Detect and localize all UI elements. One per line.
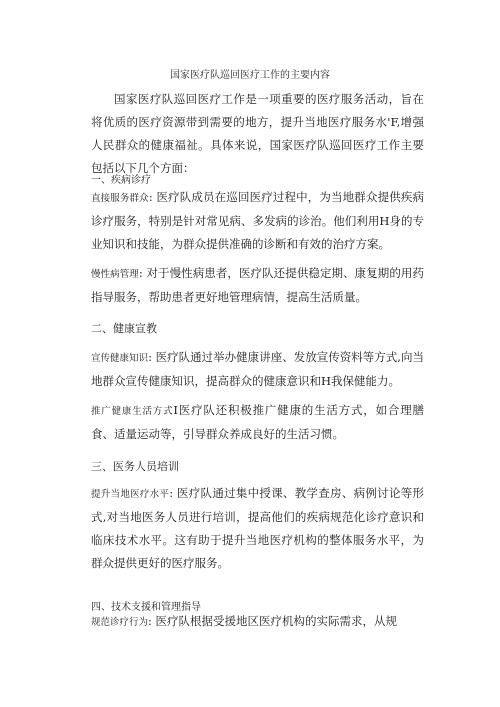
item-lead: 直接服务群众 bbox=[91, 193, 149, 204]
document-title: 国家医疗队巡回医疗工作的主要内容 bbox=[170, 70, 330, 81]
item-lead: 推广健康生活方式 bbox=[91, 406, 174, 417]
intro-paragraph: 国家医疗队巡回医疗工作是一项重要的医疗服务活动，旨在将优质的医疗资源带到需要的地方，提升当地医疗服务水'F,增强人民群众的健康福祉。具体来说，国家医疗队巡回医疗工作主要包括以下几个方面： bbox=[91, 92, 424, 175]
section-4-item-1 bbox=[91, 610, 424, 634]
item-lead: 宣传健康知识 bbox=[91, 353, 149, 364]
item-text: : 医疗队通过集中授课、教学查房、病例讨论等形式,对当地医务人员进行培训，提高他们的疾病规范化诊疗意识和临床技术水平。这有助于提升当地医疗机构的整体服务水平，为群众提供更好的医疗服务。 bbox=[91, 486, 424, 570]
section-heading-1: 一、疾病诊疗 bbox=[91, 175, 151, 186]
item-text: : 医疗队根据受援地区医疗机构的实际需求，从规 bbox=[148, 614, 398, 628]
item-lead: 提升当地医疗水平 bbox=[91, 489, 170, 500]
section-heading-3: 三、医务人员培训 bbox=[91, 460, 179, 473]
section-1-item-1 bbox=[91, 186, 424, 256]
section-2-item-1 bbox=[91, 346, 424, 393]
item-lead: 规范诊疗行为 bbox=[91, 617, 149, 628]
section-2-item-2 bbox=[91, 399, 424, 446]
section-1-item-2 bbox=[91, 262, 424, 309]
item-text: : 医疗队成员在巡回医疗过程中，为当地群众提供疾病诊疗服务，特别是针对常见病、多发病的诊治。他们利用H身的专业知识和技能，为群众提供准确的诊断和有效的治疗方案。 bbox=[91, 190, 424, 251]
section-3-item-1 bbox=[91, 482, 424, 575]
item-lead: 慢性病管理 bbox=[91, 269, 139, 280]
section-heading-4: 四、技术支援和管理指导 bbox=[91, 602, 201, 613]
item-text: I医疗队还积极推广健康的生活方式，如合理膳食、适量运动等，引导群众养成良好的生活习惯。 bbox=[91, 403, 424, 441]
section-heading-2: 二、健康宣教 bbox=[91, 322, 157, 335]
item-text: : 医疗队通过举办健康讲座、发放宣传资料等方式,向当地群众宣传健康知识，提高群众的健康意识和H我保健能力。 bbox=[91, 350, 424, 388]
item-text: : 对于慢性病患者，医疗队还提供稳定期、康复期的用药指导服务，帮助患者更好地管理病情，提高生活质量。 bbox=[91, 266, 424, 304]
